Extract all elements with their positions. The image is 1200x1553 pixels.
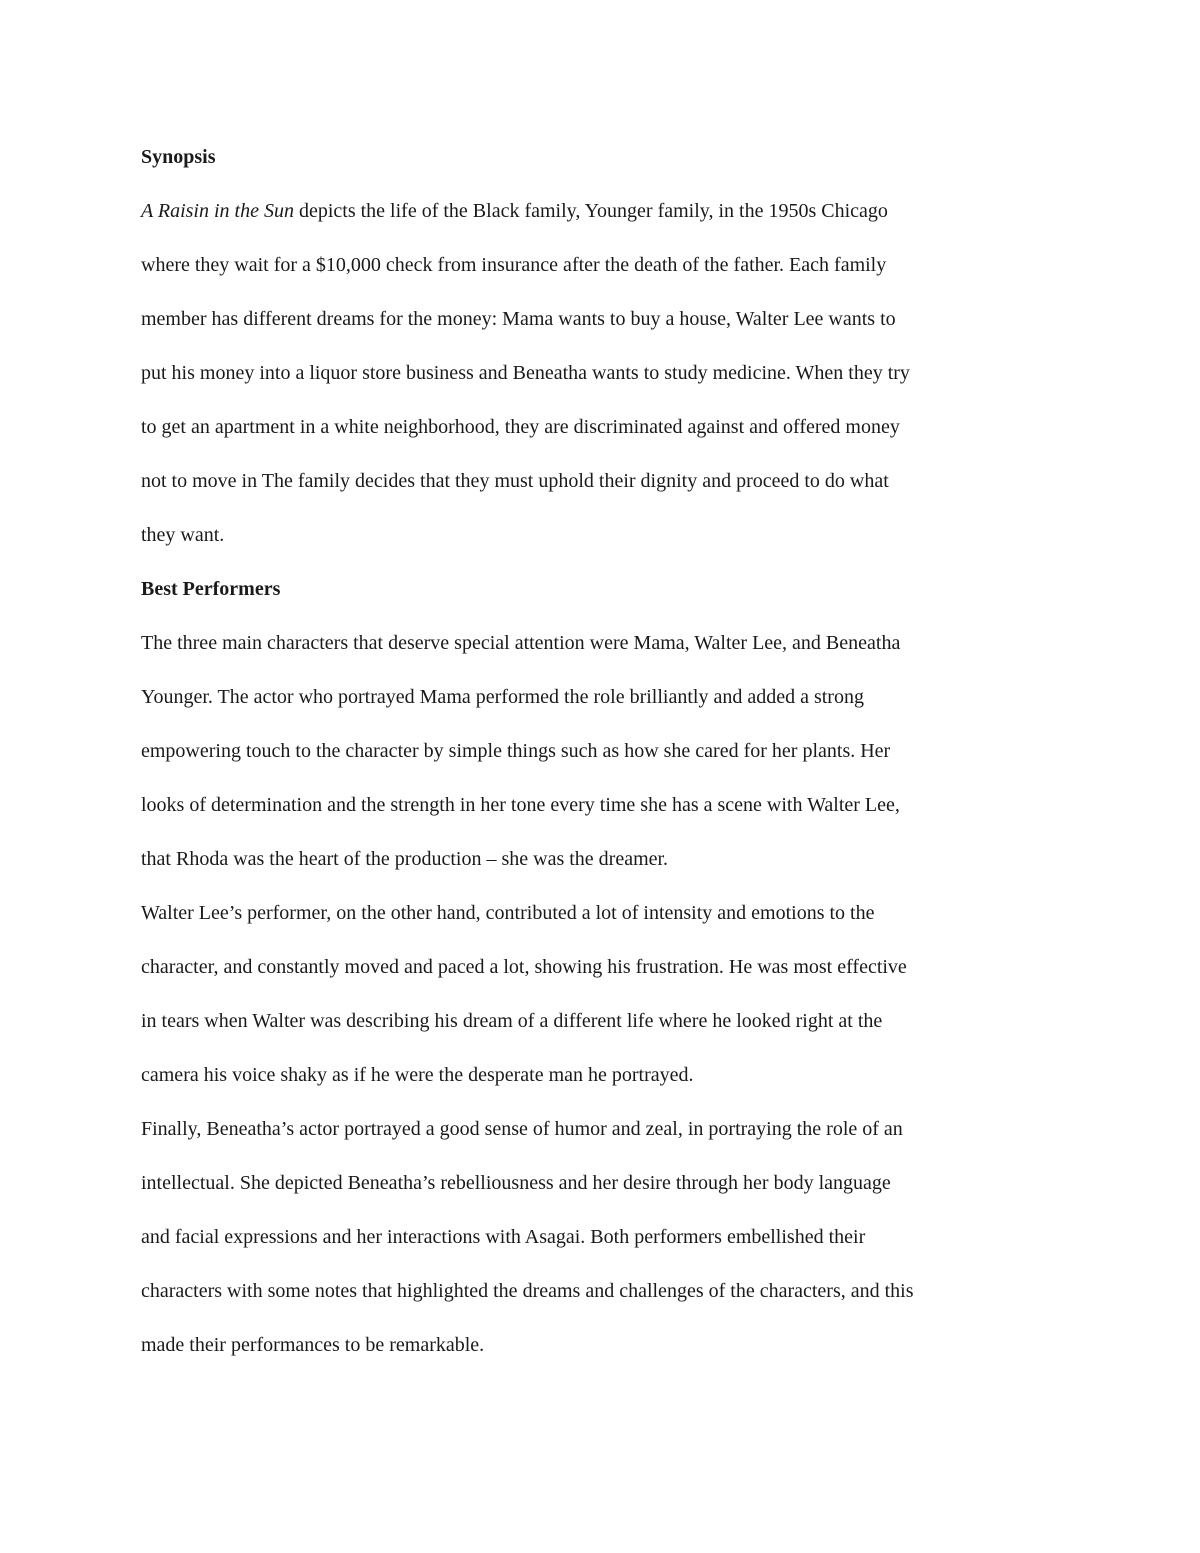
performers-p3-line: and facial expressions and her interactions with Asagai. Both performers embellished their [141,1226,866,1248]
performers-p1-line: The three main characters that deserve special attention were Mama, Walter Lee, and Beneatha [141,632,901,654]
synopsis-line-1 [141,184,1059,238]
performers-p2-line: Walter Lee’s performer, on the other hand, contributed a lot of intensity and emotions to the [141,902,875,924]
synopsis-line: put his money into a liquor store business and Beneatha wants to study medicine. When they try [141,362,910,384]
performers-p1-line: Younger. The actor who portrayed Mama performed the role brilliantly and added a strong [141,686,864,708]
document-body [141,130,1059,1372]
synopsis-line: to get an apartment in a white neighborhood, they are discriminated against and offered money [141,416,900,438]
synopsis-line: where they wait for a $10,000 check from insurance after the death of the father. Each family [141,254,887,276]
performers-p1-line: that Rhoda was the heart of the production – she was the dreamer. [141,848,669,870]
performers-p3-line: made their performances to be remarkable. [141,1334,485,1356]
performers-p3-line: characters with some notes that highlighted the dreams and challenges of the characters, and this [141,1280,914,1302]
synopsis-line: not to move in The family decides that they must uphold their dignity and proceed to do what [141,470,889,492]
performers-p2-line: camera his voice shaky as if he were the desperate man he portrayed. [141,1064,694,1086]
synopsis-heading: Synopsis [141,146,216,168]
synopsis-line: they want. [141,524,225,546]
performers-p2-line: in tears when Walter was describing his dream of a different life where he looked right at the [141,1010,883,1032]
performers-p3-line: Finally, Beneatha’s actor portrayed a good sense of humor and zeal, in portraying the role of an [141,1118,903,1140]
best-performers-heading: Best Performers [141,578,281,600]
performers-p2-line: character, and constantly moved and paced a lot, showing his frustration. He was most effective [141,956,907,978]
performers-p1-line: looks of determination and the strength in her tone every time she has a scene with Walter Lee, [141,794,900,816]
synopsis-line: member has different dreams for the money: Mama wants to buy a house, Walter Lee wants to [141,308,896,330]
play-title: A Raisin in the Sun [141,200,294,222]
performers-p1-line: empowering touch to the character by simple things such as how she cared for her plants. Her [141,740,891,762]
synopsis-line-1-text: depicts the life of the Black family, Younger family, in the 1950s Chicago [293,200,888,222]
performers-p3-line: intellectual. She depicted Beneatha’s rebelliousness and her desire through her body language [141,1172,891,1194]
